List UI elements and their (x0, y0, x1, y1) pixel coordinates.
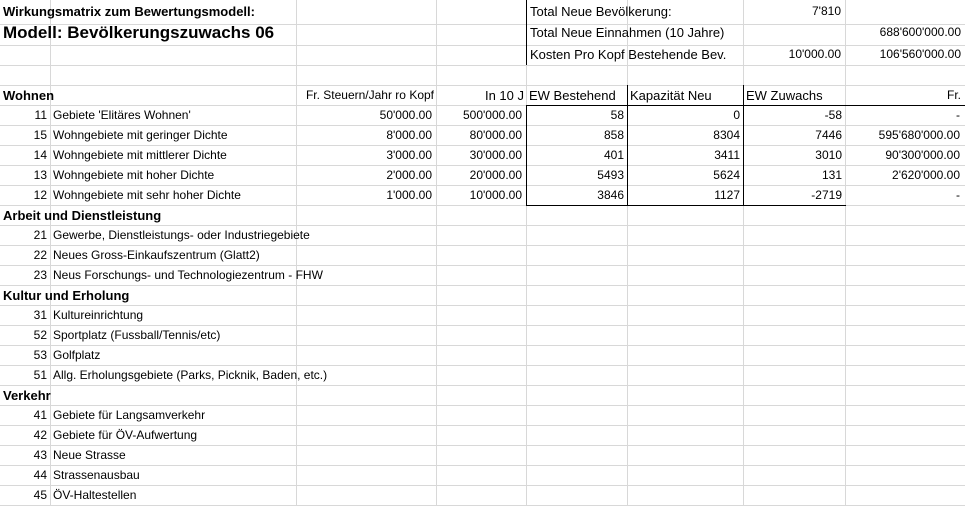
cell-fr[interactable]: - (956, 108, 960, 122)
grid-column-line (50, 0, 51, 505)
row-code[interactable]: 13 (33, 168, 47, 182)
row-name[interactable]: Kultureinrichtung (53, 308, 144, 322)
row-code[interactable]: 51 (33, 368, 47, 382)
grid-row-line (0, 65, 965, 66)
row-code[interactable]: 45 (33, 488, 47, 502)
summary-value[interactable] (745, 23, 841, 42)
section-title-kultur[interactable]: Kultur und Erholung (3, 288, 130, 303)
cell-in10[interactable]: 80'000.00 (469, 128, 522, 142)
cell-kapazitaet[interactable]: 0 (733, 108, 740, 122)
summary-label[interactable]: Total Neue Bevölkerung: (530, 4, 672, 19)
row-code[interactable]: 44 (33, 468, 47, 482)
row-code[interactable]: 15 (33, 128, 47, 142)
section-title-wohnen[interactable]: Wohnen (3, 88, 55, 103)
model-title[interactable]: Modell: Bevölkerungszuwachs 06 (3, 23, 275, 42)
row-name[interactable]: Neue Strasse (53, 448, 126, 462)
row-code[interactable]: 31 (33, 308, 47, 322)
column-header-ew-zuwachs[interactable]: EW Zuwachs (746, 88, 823, 103)
row-code[interactable]: 43 (33, 448, 47, 462)
cell-steuern[interactable]: 2'000.00 (386, 168, 432, 182)
cell-fr[interactable]: 90'300'000.00 (885, 148, 960, 162)
cell-ew-bestehend[interactable]: 401 (603, 148, 624, 162)
row-code[interactable]: 53 (33, 348, 47, 362)
cell-kapazitaet[interactable]: 8304 (713, 128, 740, 142)
row-code[interactable]: 41 (33, 408, 47, 422)
cell-border (526, 205, 846, 206)
grid-column-line (845, 0, 846, 505)
cell-in10[interactable]: 20'000.00 (469, 168, 522, 182)
sheet-subtitle[interactable]: Wirkungsmatrix zum Bewertungsmodell: (3, 4, 255, 19)
grid-column-line (743, 0, 744, 505)
row-code[interactable]: 42 (33, 428, 47, 442)
cell-kapazitaet[interactable]: 3411 (714, 148, 740, 162)
cell-steuern[interactable]: 50'000.00 (379, 108, 432, 122)
row-name[interactable]: Wohngebiete mit mittlerer Dichte (53, 148, 227, 162)
cell-kapazitaet[interactable]: 1127 (714, 188, 740, 202)
row-code[interactable]: 14 (33, 148, 47, 162)
cell-kapazitaet[interactable]: 5624 (713, 168, 740, 182)
row-name[interactable]: Strassenausbau (53, 468, 140, 482)
cell-ew-zuwachs[interactable]: -2719 (811, 188, 842, 202)
row-name[interactable]: Golfplatz (53, 348, 101, 362)
column-header-steuern[interactable]: Fr. Steuern/Jahr ro Kopf (305, 88, 434, 102)
grid-column-line (627, 0, 628, 505)
row-name[interactable]: Gebiete für Langsamverkehr (53, 408, 206, 422)
cell-ew-zuwachs[interactable]: 3010 (815, 148, 842, 162)
row-name[interactable]: Sportplatz (Fussball/Tennis/etc) (53, 328, 221, 342)
column-header-in10[interactable]: In 10 J (484, 88, 524, 103)
cell-border (627, 85, 628, 205)
cell-fr[interactable]: 595'680'000.00 (878, 128, 960, 142)
row-name[interactable]: Wohngebiete mit sehr hoher Dichte (53, 188, 241, 202)
summary-value[interactable]: 7'810 (812, 4, 841, 18)
cell-fr[interactable]: 2'620'000.00 (892, 168, 960, 182)
row-name[interactable]: Neues Gross-Einkaufszentrum (Glatt2) (53, 248, 260, 262)
cell-ew-zuwachs[interactable]: 7446 (815, 128, 842, 142)
cell-border (526, 0, 527, 65)
cell-ew-bestehend[interactable]: 58 (610, 108, 624, 122)
summary-label[interactable]: Total Neue Einnahmen (10 Jahre) (530, 25, 725, 40)
row-name[interactable]: Gebiete 'Elitäres Wohnen' (53, 108, 191, 122)
column-header-fr[interactable]: Fr. (947, 88, 961, 102)
cell-ew-bestehend[interactable]: 3846 (597, 188, 624, 202)
row-name[interactable]: Allg. Erholungsgebiete (Parks, Picknik, Baden, etc.) (53, 368, 328, 382)
cell-border (743, 85, 744, 205)
cell-steuern[interactable]: 3'000.00 (386, 148, 432, 162)
row-name[interactable]: Wohngebiete mit geringer Dichte (53, 128, 228, 142)
cell-ew-bestehend[interactable]: 5493 (597, 168, 624, 182)
row-name[interactable]: Gebiete für ÖV-Aufwertung (53, 428, 198, 442)
row-code[interactable]: 22 (33, 248, 47, 262)
summary-value[interactable]: 10'000.00 (788, 47, 841, 61)
cell-fr[interactable]: - (956, 188, 960, 202)
summary-value-total[interactable]: 688'600'000.00 (879, 25, 961, 39)
column-header-ew-bestehend[interactable]: EW Bestehend (529, 88, 616, 103)
summary-value-total[interactable]: 106'560'000.00 (879, 47, 961, 61)
row-code[interactable]: 21 (33, 228, 47, 242)
cell-in10[interactable]: 10'000.00 (469, 188, 522, 202)
summary-label[interactable]: Kosten Pro Kopf Bestehende Bev. (530, 47, 727, 62)
row-code[interactable]: 11 (34, 108, 47, 122)
row-name[interactable]: Wohngebiete mit hoher Dichte (53, 168, 215, 182)
section-title-arbeit[interactable]: Arbeit und Dienstleistung (3, 208, 162, 223)
cell-in10[interactable]: 500'000.00 (462, 108, 522, 122)
row-code[interactable]: 12 (33, 188, 47, 202)
cell-ew-bestehend[interactable]: 858 (603, 128, 624, 142)
cell-steuern[interactable]: 1'000.00 (386, 188, 432, 202)
cell-steuern[interactable]: 8'000.00 (386, 128, 432, 142)
row-name[interactable]: ÖV-Haltestellen (53, 488, 137, 502)
section-title-verkehr[interactable]: Verkehr (3, 388, 51, 403)
cell-in10[interactable]: 30'000.00 (469, 148, 522, 162)
cell-ew-zuwachs[interactable]: -58 (824, 108, 842, 122)
summary-value-total[interactable] (847, 2, 961, 21)
row-code[interactable]: 23 (33, 268, 47, 282)
column-header-kapazitaet[interactable]: Kapazität Neu (630, 88, 712, 103)
row-name[interactable]: Gewerbe, Dienstleistungs- oder Industriegebiete (53, 228, 310, 242)
row-code[interactable]: 52 (33, 328, 47, 342)
row-name[interactable]: Neus Forschungs- und Technologiezentrum - FHW (53, 268, 323, 282)
cell-ew-zuwachs[interactable]: 131 (821, 168, 842, 182)
